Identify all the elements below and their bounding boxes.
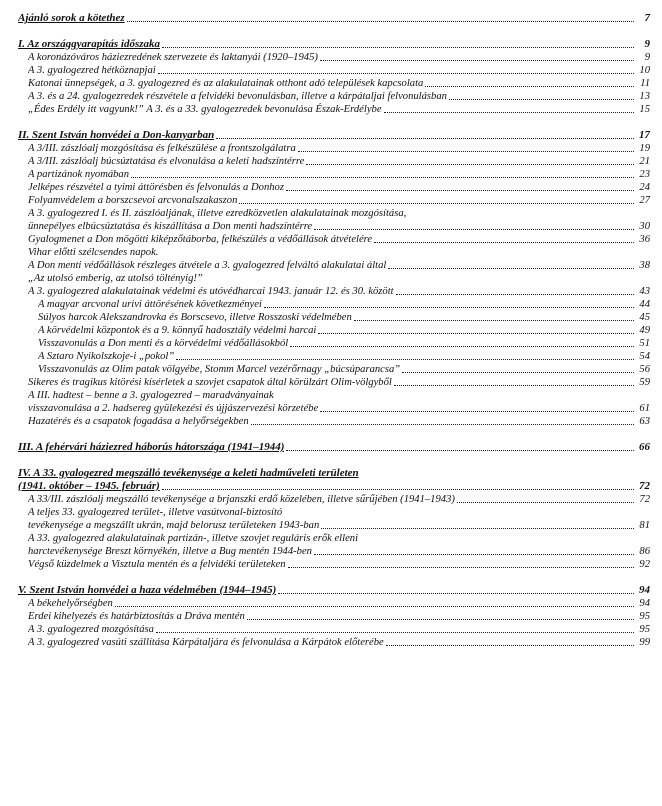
toc-entry[interactable] [18,623,650,636]
toc-entry-title: A 3. és a 24. gyalogezredek részvétele a felvidéki bevonulásban, illetve a kárpátaljai felvonulásban [28,91,447,102]
toc-entry-title: II. Szent István honvédei a Don-kanyarban [18,129,215,141]
dot-leader [318,333,634,334]
toc-page-number: 27 [639,195,650,206]
dot-leader [115,606,634,607]
section-gap [18,454,650,467]
toc-entry-title: A koronázóváros háziezredének szervezete és laktanyái (1920–1945) [28,52,318,63]
section-gap [18,116,650,129]
toc-entry-title: A 3. gyalogezred alakulatainak védelmi és utóvédharcai 1943. január 12. és 30. között [28,286,394,297]
toc-page-number: 61 [639,403,650,414]
toc-page-number: 49 [639,325,650,336]
toc-entry-title: A 3/III. zászlóalj mozgósítása és felkészülése a frontszolgálatra [28,143,296,154]
toc-entry-title: „Az utolsó emberig, az utolsó töltényig!” [28,273,203,284]
toc-page-number: 45 [639,312,650,323]
dot-leader [158,73,634,74]
toc-page-number: 38 [639,260,650,271]
dot-leader [354,320,634,321]
toc-entry[interactable] [18,506,650,519]
toc-page-number: 72 [639,494,650,505]
dot-leader [314,229,634,230]
toc-page-number: 10 [639,65,650,76]
toc-page-number: 72 [639,480,650,492]
toc-entry[interactable] [18,545,650,558]
toc-entry[interactable] [18,324,650,337]
toc-page-number: 15 [639,104,650,115]
toc-page-number: 23 [639,169,650,180]
toc-entry-title: ünnepélyes elbúcsúztatása és kiszállítása a Don menti hadszíntérre [28,221,313,232]
toc-section-entry[interactable] [18,467,650,480]
toc-page-number: 59 [639,377,650,388]
section-gap [18,428,650,441]
dot-leader [320,60,634,61]
toc-page-number: 11 [640,78,650,89]
dot-leader [264,307,634,308]
toc-entry[interactable] [18,532,650,545]
section-gap [18,571,650,584]
dot-leader [162,47,634,48]
toc-entry[interactable] [18,90,650,103]
toc-entry-title: Folyamvédelem a borszcsevoi arcvonalszakaszon [28,195,238,206]
toc-entry-title: A körvédelmi központok és a 9. könnyű hadosztály védelmi harcai [38,325,317,336]
toc-page-number: 94 [639,584,650,596]
toc-section-entry[interactable] [18,441,650,454]
toc-section-entry[interactable] [18,129,650,142]
dot-leader [314,554,634,555]
toc-page-number: 44 [639,299,650,310]
toc-entry[interactable] [18,259,650,272]
toc-entry[interactable] [18,181,650,194]
toc-entry-title: A 3. gyalogezred hétköznapjai [28,65,156,76]
toc-page-number: 56 [639,364,650,375]
toc-entry-title: Jelképes részvétel a tyimi áttörésben és felvonulás a Donhoz [28,182,284,193]
toc-section-entry[interactable] [18,480,650,493]
toc-entry-title: A teljes 33. gyalogezred terület-, illetve vasútvonal-biztosító [28,507,283,518]
dot-leader [425,86,634,87]
toc-entry-title: visszavonulása a 2. hadsereg gyülekezési és újjászervezési körzetébe [28,403,319,414]
toc-entry-title: Vihar előtti szélcsendes napok. [28,247,159,258]
toc-page-number: 66 [639,441,650,453]
toc-entry[interactable] [18,220,650,233]
toc-page-number: 19 [639,143,650,154]
toc-entry-title: A 3/III. zászlóalj búcsúztatása és elvonulása a keleti hadszíntérre [28,156,305,167]
toc-entry[interactable] [18,64,650,77]
dot-leader [306,164,634,165]
toc-page-number: 94 [639,598,650,609]
toc-entry-title: tevékenysége a megszállt ukrán, majd belorusz területeken 1943-ban [28,520,320,531]
dot-leader [131,177,634,178]
dot-leader [449,99,634,100]
dot-leader [384,112,634,113]
toc-entry[interactable] [18,285,650,298]
toc-entry[interactable] [18,558,650,571]
toc-entry-title: A békehelyőrségben [28,598,113,609]
toc-entry-title: Ajánló sorok a kötethez [18,12,125,24]
toc-entry[interactable] [18,168,650,181]
toc-entry[interactable] [18,389,650,402]
toc-entry[interactable] [18,311,650,324]
toc-entry-title: harctevékenysége Breszt környékén, illetve a Bug mentén 1944-ben [28,546,312,557]
toc-page-number: 24 [639,182,650,193]
toc-page-number: 81 [639,520,650,531]
toc-entry-title: I. Az országgyarapítás időszaka [18,38,161,50]
toc-entry[interactable] [18,77,650,90]
dot-leader [127,21,634,22]
toc-entry[interactable] [18,194,650,207]
dot-leader [162,489,634,490]
dot-leader [457,502,634,503]
toc-entry[interactable] [18,350,650,363]
table-of-contents [18,12,650,649]
toc-entry-title: A 33/III. zászlóalj megszálló tevékenysége a brjanszki erdő közelében, illetve sűrűjében (1941–1943) [28,494,455,505]
toc-entry-title: Hazatérés és a csapatok fogadása a helyőrségekben [28,416,249,427]
toc-entry-title: Sikeres és tragikus kitörési kísérletek a szovjet csapatok által körülzárt Olim-völgyből [28,377,392,388]
toc-page-number: 86 [639,546,650,557]
toc-section-entry[interactable] [18,584,650,597]
toc-entry-title: A Sztaro Nyikolszkoje-i „pokol” [38,351,175,362]
toc-entry[interactable] [18,51,650,64]
dot-leader [286,190,634,191]
toc-page-number: 95 [639,624,650,635]
toc-entry-title: Katonai ünnepségek, a 3. gyalogezred és az alakulatainak otthont adó települések kapcsolata [28,78,424,89]
toc-entry[interactable] [18,207,650,220]
toc-entry-title: III. A fehérvári háziezred háborús hátországa (1941–1944) [18,441,285,453]
section-gap [18,25,650,38]
dot-leader [386,645,634,646]
dot-leader [247,619,634,620]
toc-section-entry[interactable] [18,38,650,51]
toc-page-number: 21 [639,156,650,167]
toc-entry[interactable] [18,363,650,376]
toc-page-number: 54 [639,351,650,362]
toc-entry[interactable] [18,233,650,246]
toc-page-number: 92 [639,559,650,570]
toc-entry[interactable] [18,376,650,389]
dot-leader [321,528,634,529]
toc-entry-title: A 3. gyalogezred vasúti szállítása Kárpátaljára és felvonulása a Kárpátok előterébe [28,637,384,648]
toc-entry[interactable] [18,272,650,285]
toc-entry[interactable] [18,155,650,168]
toc-entry[interactable] [18,337,650,350]
toc-entry-title: A partizánok nyomában [28,169,130,180]
dot-leader [216,138,634,139]
toc-entry[interactable] [18,610,650,623]
dot-leader [290,346,634,347]
toc-page-number: 9 [644,38,650,50]
dot-leader [374,242,634,243]
toc-page-number: 9 [644,52,650,63]
dot-leader [298,151,634,152]
toc-entry-title: Súlyos harcok Alekszandrovka és Borscsevo, illetve Rosszoski védelmében [38,312,352,323]
toc-entry[interactable] [18,402,650,415]
toc-page-number: 17 [639,129,650,141]
toc-entry[interactable] [18,103,650,116]
toc-entry-title: (1941. október – 1945. február) [18,480,160,492]
toc-page-number: 43 [639,286,650,297]
toc-section-entry[interactable] [18,12,650,25]
dot-leader [394,385,634,386]
dot-leader [176,359,634,360]
dot-leader [278,593,634,594]
toc-entry[interactable] [18,415,650,428]
toc-entry-title: Gyalogmenet a Don mögötti kiképzőtáborba, felkészülés a védőállások átvételére [28,234,373,245]
toc-entry-title: „Édes Erdély itt vagyunk!” A 3. és a 33. gyalogezredek bevonulása Észak-Erdélybe [28,104,382,115]
toc-entry-title: A III. hadtest – benne a 3. gyalogezred – maradványainak [28,390,274,401]
toc-entry[interactable] [18,519,650,532]
toc-entry[interactable] [18,493,650,506]
toc-entry[interactable] [18,597,650,610]
toc-page-number: 13 [639,91,650,102]
dot-leader [239,203,634,204]
toc-page-number: 99 [639,637,650,648]
dot-leader [286,450,634,451]
dot-leader [388,268,634,269]
toc-entry[interactable] [18,298,650,311]
toc-entry[interactable] [18,142,650,155]
dot-leader [402,372,634,373]
toc-entry-title: V. Szent István honvédei a haza védelmében (1944–1945) [18,584,277,596]
dot-leader [156,632,634,633]
toc-entry-title: A 3. gyalogezred mozgósítása [28,624,154,635]
toc-entry[interactable] [18,246,650,259]
toc-entry-title: Erdei kihelyezés és határbiztosítás a Dráva mentén [28,611,245,622]
toc-entry-title: IV. A 33. gyalogezred megszálló tevékenysége a keleti hadműveleti területen [18,467,359,479]
toc-entry-title: A magyar arcvonal urivi áttörésének következményei [38,299,262,310]
dot-leader [251,424,634,425]
toc-entry[interactable] [18,636,650,649]
toc-entry-title: A 33. gyalogezred alakulatainak partizán-, illetve szovjet reguláris erők elleni [28,533,359,544]
toc-page-number: 7 [644,12,650,24]
toc-entry-title: Visszavonulás a Don menti és a körvédelmi védőállásokból [38,338,289,349]
toc-entry-title: A Don menti védőállások részleges átvétele a 3. gyalogezred felváltó alakulatai által [28,260,387,271]
dot-leader [320,411,634,412]
toc-entry-title: A 3. gyalogezred I. és II. zászlóaljának, illetve ezredközvetlen alakulatainak mozgósítása, [28,208,407,219]
toc-page-number: 95 [639,611,650,622]
toc-entry-title: Visszavonulás az Olim patak völgyébe, Stomm Marcel vezérőrnagy „búcsúparancsa” [38,364,401,375]
dot-leader [396,294,634,295]
dot-leader [288,567,635,568]
toc-entry-title: Végső küzdelmek a Visztula mentén és a felvidéki területeken [28,559,286,570]
toc-page-number: 51 [639,338,650,349]
toc-page-number: 30 [639,221,650,232]
toc-page-number: 63 [639,416,650,427]
toc-page-number: 36 [639,234,650,245]
